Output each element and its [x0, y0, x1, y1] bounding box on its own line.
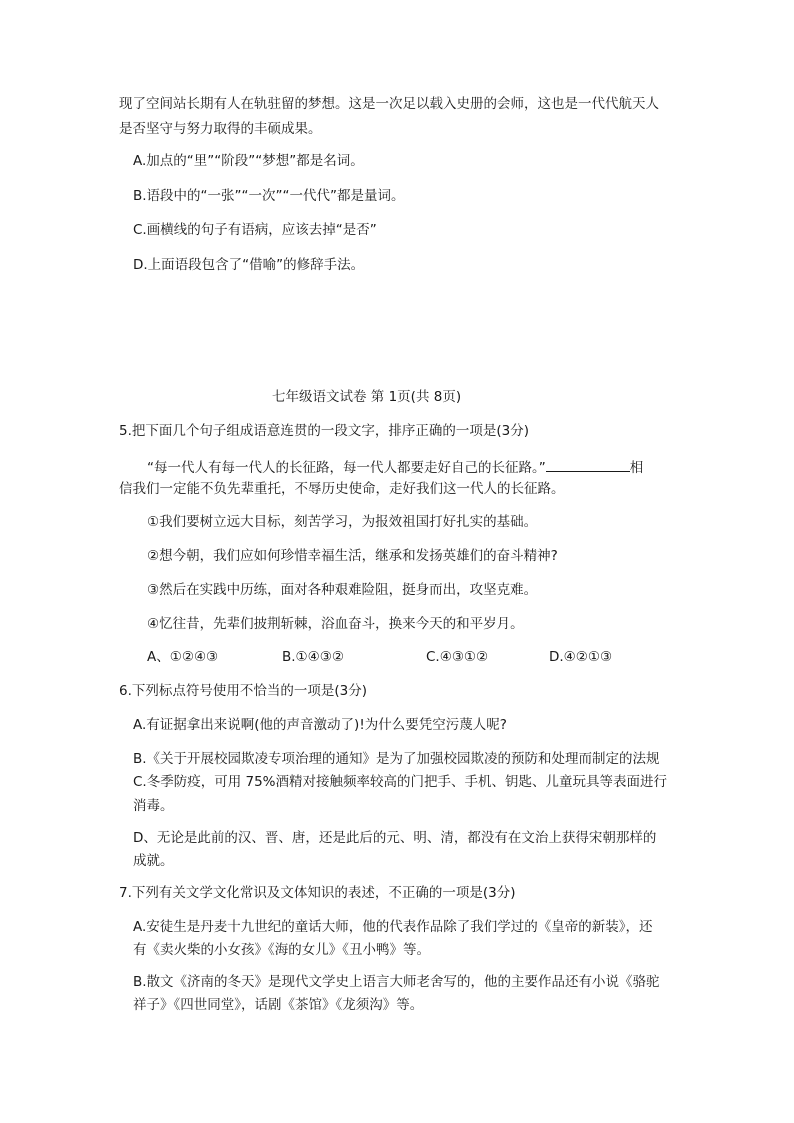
q5-sentence-2: ②想今朝，我们应如何珍惜幸福生活，继承和发扬英雄们的奋斗精神? [147, 548, 558, 564]
q5-answer-blank [546, 457, 630, 472]
q5-option-d: D.④②①③ [549, 649, 613, 665]
q5-option-b: B.①④③② [282, 649, 344, 665]
intro-line-2: 是否坚守与努力取得的丰硕成果。 [119, 121, 322, 137]
q5-passage-quote: “每一代人有每一代人的长征路，每一代人都要走好自己的长征路。” [147, 460, 546, 476]
q4-option-b: B.语段中的“一张”“一次”“一代代”都是量词。 [133, 188, 405, 204]
q7-option-a-line-1: A.安徒生是丹麦十九世纪的童话大师，他的代表作品除了我们学过的《皇帝的新装》，还 [133, 919, 653, 935]
q6-option-c-line-1: C.冬季防疫，可用 75%酒精对接触频率较高的门把手、手机、钥匙、儿童玩具等表面进行 [133, 774, 668, 790]
q6-option-c-line-2: 消毒。 [133, 798, 174, 814]
q4-option-a: A.加点的“里”“阶段”“梦想”都是名词。 [133, 153, 364, 169]
q7-option-a-line-2: 有《卖火柴的小女孩》《海的女儿》《丑小鸭》等。 [133, 942, 430, 958]
q5-option-c: C.④③①② [426, 649, 489, 665]
q5-passage-line-1 [147, 457, 643, 478]
q5-option-a: A、①②④③ [147, 649, 219, 665]
q5-sentence-1: ①我们要树立远大目标，刻苦学习，为报效祖国打好扎实的基础。 [147, 514, 538, 530]
q5-passage-line-2: 信我们一定能不负先辈重托，不辱历史使命，走好我们这一代人的长征路。 [119, 481, 565, 497]
intro-line-1: 现了空间站长期有人在轨驻留的梦想。这是一次足以载入史册的会师，这也是一代代航天人 [119, 96, 659, 112]
q7-stem: 7.下列有关文学文化常识及文体知识的表述，不正确的一项是(3分) [119, 885, 516, 901]
q6-option-d-line-1: D、无论是此前的汉、晋、唐，还是此后的元、明、清，都没有在文治上获得宋朝那样的 [133, 830, 657, 846]
q5-stem: 5.把下面几个句子组成语意连贯的一段文字，排序正确的一项是(3分) [119, 423, 530, 439]
q5-passage-tail: 相 [629, 460, 644, 476]
q6-stem: 6.下列标点符号使用不恰当的一项是(3分) [119, 683, 368, 699]
q4-option-d: D.上面语段包含了“借喻”的修辞手法。 [133, 257, 365, 273]
q6-option-b: B.《关于开展校园欺凌专项治理的通知》是为了加强校园欺凌的预防和处理而制定的法规 [133, 751, 660, 767]
q6-option-d-line-2: 成就。 [133, 853, 174, 869]
q7-option-b-line-1: B.散文《济南的冬天》是现代文学史上语言大师老舍写的，他的主要作品还有小说《骆驼 [133, 974, 660, 990]
q4-option-c: C.画横线的句子有语病，应该去掉“是否” [133, 222, 377, 238]
q6-option-a: A.有证据拿出来说啊(他的声音激动了)!为什么要凭空污蔑人呢? [133, 717, 507, 733]
q7-option-b-line-2: 祥子》《四世同堂》，话剧《茶馆》《龙须沟》等。 [133, 997, 424, 1013]
page-footer: 七年级语文试卷 第 1页(共 8页) [272, 389, 462, 405]
q5-sentence-4: ④忆往昔，先辈们披荆斩棘，浴血奋斗，换来今天的和平岁月。 [147, 616, 524, 632]
q5-sentence-3: ③然后在实践中历练，面对各种艰难险阻，挺身而出，攻坚克难。 [147, 582, 538, 598]
